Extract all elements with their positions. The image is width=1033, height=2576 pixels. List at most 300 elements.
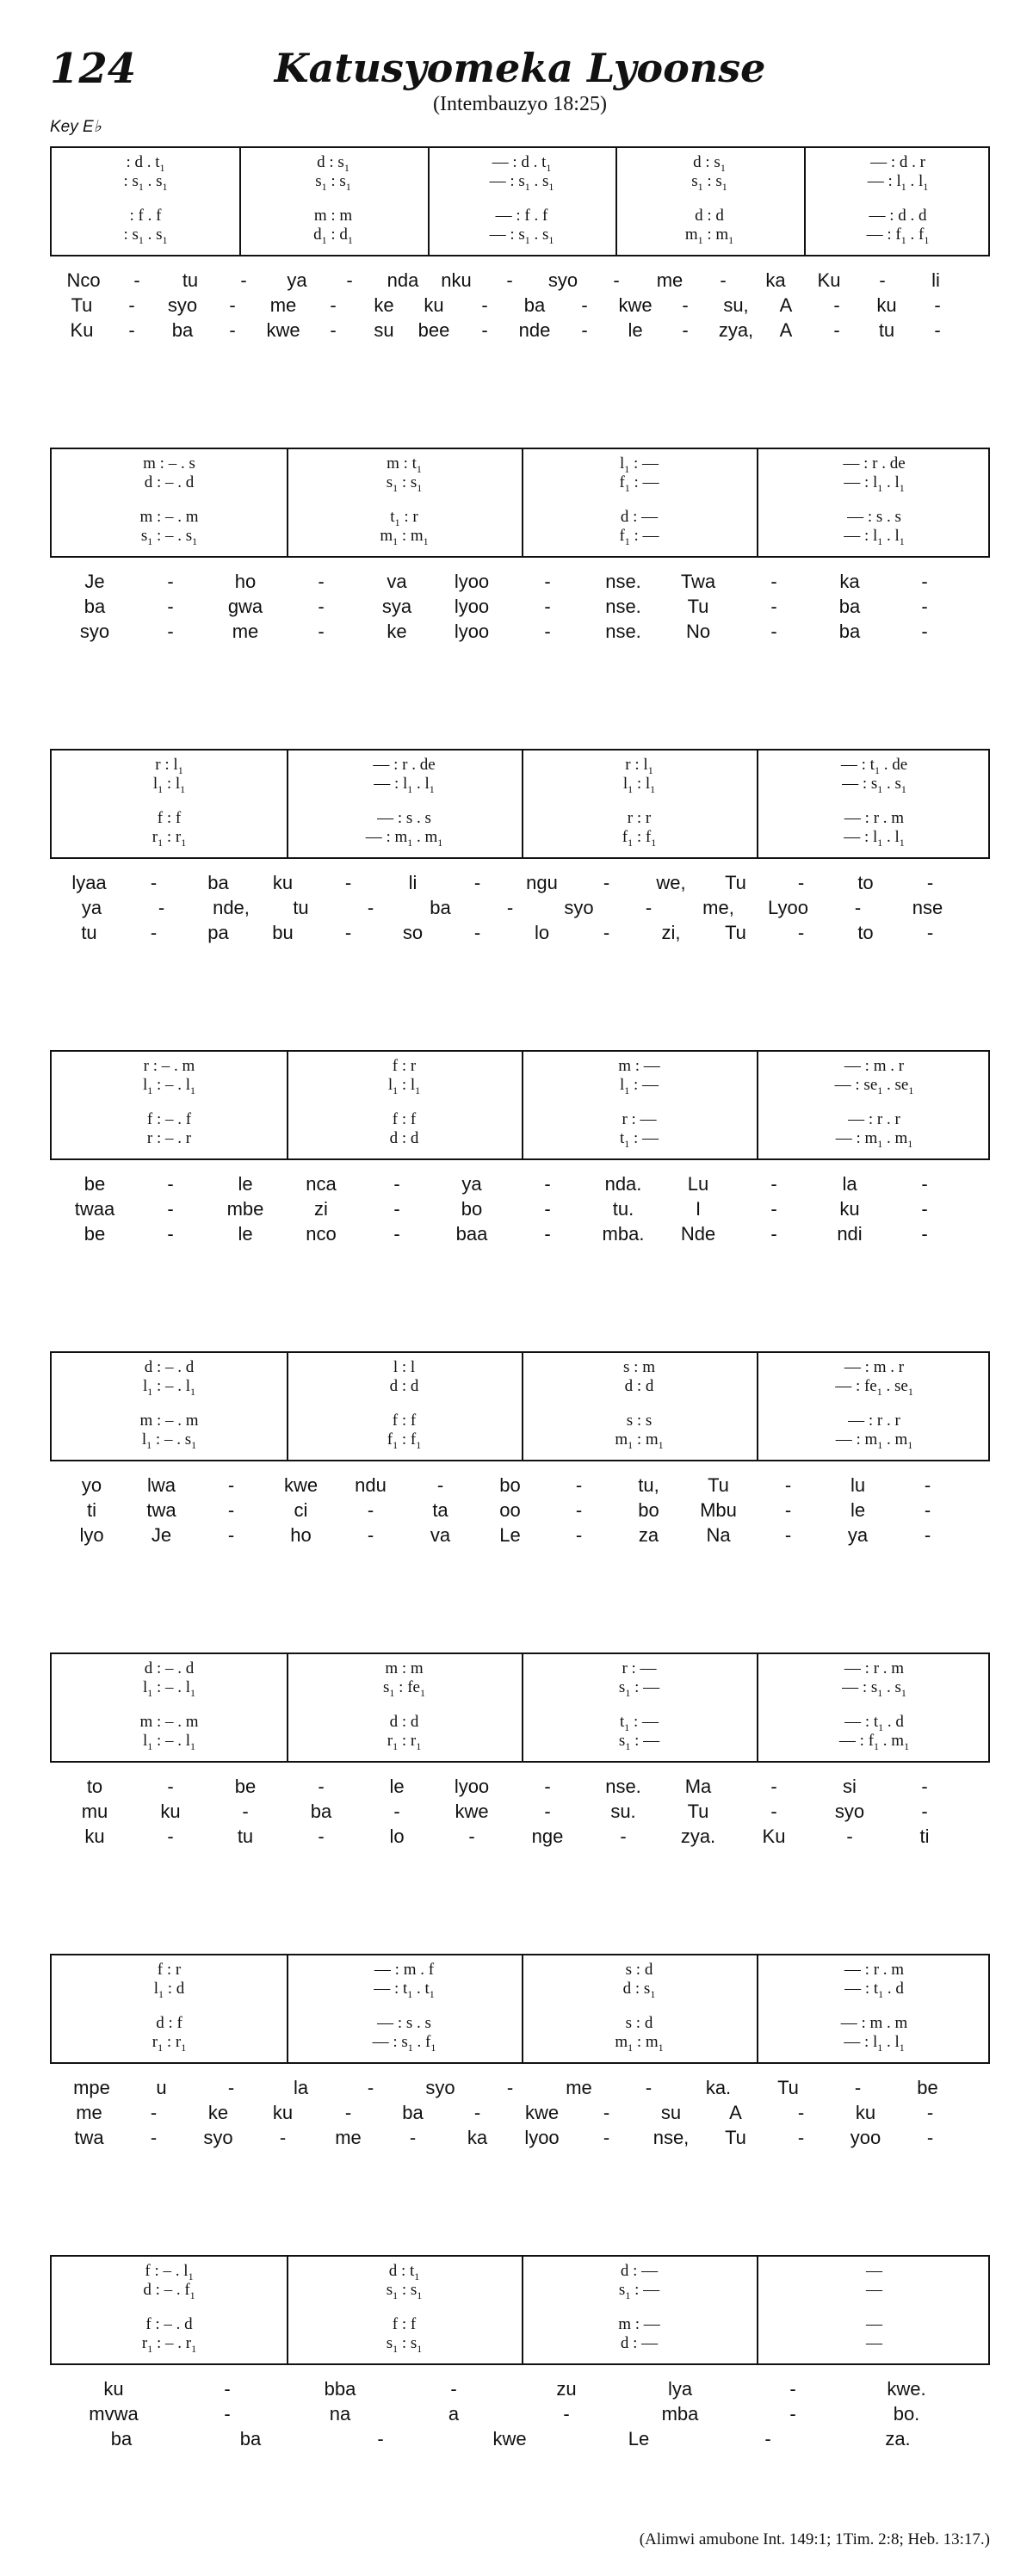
lyric-syllable: ka.: [705, 2077, 732, 2098]
syllable-hyphen: -: [934, 319, 941, 341]
solfa-notes: — : $s_1$ . $s_1$: [489, 225, 554, 246]
solfa-notes: — : d . $t_1$: [492, 153, 552, 174]
solfa-notes: f : – . $l_1$: [145, 2262, 194, 2283]
solfa-notes: $d_1$ : $d_1$: [313, 225, 353, 246]
lyric-syllable: bu: [272, 922, 294, 943]
solfa-notes: $l_1$ : d: [153, 1980, 185, 2000]
syllable-hyphen: -: [481, 294, 488, 316]
solfa-notes: — : r . r: [848, 1110, 900, 1128]
lyric-syllable: nse.: [605, 1776, 641, 1797]
solfa-notes: — : $l_1$ . $l_1$: [844, 473, 905, 494]
lyric-syllable: nda.: [604, 1173, 642, 1195]
syllable-hyphen: -: [133, 269, 140, 291]
solfa-notes: — : $l_1$ . $l_1$: [844, 2033, 905, 2054]
lyric-syllable: ku: [424, 294, 444, 316]
solfa-notes: m : m: [313, 207, 353, 225]
solfa-notes: m : – . s: [143, 454, 195, 473]
lyrics-block: [50, 1172, 990, 1258]
syllable-hyphen: -: [167, 1223, 174, 1245]
bar-line: [522, 2257, 523, 2363]
solfa-notes: — : r . de: [373, 756, 436, 774]
lyric-syllable: le: [850, 1499, 866, 1521]
syllable-hyphen: -: [921, 596, 928, 617]
solfa-notes: — : $m_1$ . $m_1$: [835, 1430, 913, 1451]
solfa-notes: — : $s_1$ . $s_1$: [842, 775, 906, 795]
bar-line: [757, 1353, 758, 1460]
lyric-syllable: nda: [387, 269, 419, 291]
syllable-hyphen: -: [346, 269, 353, 291]
lyric-syllable: we,: [656, 872, 686, 893]
lyric-syllable: Tu: [687, 1801, 709, 1822]
solfa-notes: l : l: [393, 1358, 416, 1376]
lyric-syllable: mbe: [226, 1198, 264, 1220]
solfa-notes: $f_1$ : $f_1$: [387, 1430, 422, 1451]
syllable-hyphen: -: [544, 1776, 551, 1797]
syllable-hyphen: -: [544, 1801, 551, 1822]
notation-staff: [50, 749, 990, 859]
lyric-syllable: me,: [702, 897, 734, 918]
solfa-notes: $r_1$ : $r_1$: [387, 1732, 422, 1752]
syllable-hyphen: -: [921, 1801, 928, 1822]
bar-line: [522, 1052, 523, 1158]
lyric-syllable: syo: [425, 2077, 455, 2098]
solfa-notes: s : s: [626, 1412, 653, 1430]
solfa-notes: — : m . r: [844, 1057, 905, 1075]
syllable-hyphen: -: [150, 872, 158, 893]
notation-staff: [50, 146, 990, 256]
lyric-syllable: pa: [207, 922, 229, 943]
syllable-hyphen: -: [279, 2127, 287, 2148]
solfa-notes: — : $l_1$ . $l_1$: [867, 172, 929, 193]
lyric-syllable: Mbu: [700, 1499, 737, 1521]
lyric-syllable: mba.: [602, 1223, 645, 1245]
lyric-syllable: be: [917, 2077, 938, 2098]
lyric-syllable: ba: [239, 2428, 262, 2449]
syllable-hyphen: -: [167, 1198, 174, 1220]
solfa-notes: $r_1$ : $r_1$: [152, 828, 187, 849]
syllable-hyphen: -: [645, 897, 653, 918]
solfa-notes: — : $s_1$ . $s_1$: [842, 1678, 906, 1699]
bar-line: [522, 1654, 523, 1761]
lyric-syllable: va: [430, 1524, 451, 1546]
solfa-notes: d : —: [620, 508, 659, 526]
syllable-hyphen: -: [544, 571, 551, 592]
lyric-syllable: lyoo: [454, 596, 490, 617]
lyric-syllable: u: [156, 2077, 167, 2098]
lyric-syllable: ke: [207, 2102, 229, 2123]
solfa-notes: $m_1$ : $m_1$: [615, 2033, 664, 2054]
lyric-syllable: kwe.: [887, 2378, 926, 2400]
lyric-syllable: syo: [167, 294, 198, 316]
lyric-syllable: ba: [310, 1801, 332, 1822]
syllable-hyphen: -: [367, 1524, 374, 1546]
solfa-notes: f : – . d: [145, 2315, 193, 2333]
solfa-notes: $t_1$ : —: [619, 1129, 659, 1150]
lyrics-block: [50, 570, 990, 656]
syllable-hyphen: -: [603, 2102, 610, 2123]
solfa-notes: m : $t_1$: [387, 454, 422, 475]
solfa-notes: — : m . m: [840, 2014, 908, 2032]
solfa-notes: $m_1$ : $m_1$: [684, 225, 734, 246]
notation-staff: [50, 2255, 990, 2365]
solfa-notes: $s_1$ : —: [618, 2281, 660, 2301]
syllable-hyphen: -: [224, 2378, 231, 2400]
solfa-notes: — : $t_1$ . d: [844, 1713, 904, 1733]
syllable-hyphen: -: [393, 1223, 400, 1245]
lyric-syllable: syo: [834, 1801, 865, 1822]
solfa-notes: $s_1$ : —: [618, 1678, 660, 1699]
lyric-syllable: nse,: [653, 2127, 690, 2148]
syllable-hyphen: -: [833, 294, 840, 316]
lyric-syllable: Tu: [725, 2127, 746, 2148]
bar-line: [287, 449, 288, 556]
syllable-hyphen: -: [924, 1524, 931, 1546]
hymn-title: Katusyomeka Lyoonse: [274, 45, 766, 91]
lyric-syllable: ku: [103, 2378, 124, 2400]
lyric-syllable: ya: [461, 1173, 482, 1195]
lyric-syllable: ba: [523, 294, 546, 316]
syllable-hyphen: -: [926, 872, 934, 893]
lyric-syllable: Tu: [725, 872, 746, 893]
solfa-notes: : f . f: [129, 207, 162, 225]
syllable-hyphen: -: [227, 1499, 235, 1521]
syllable-hyphen: -: [581, 319, 588, 341]
lyric-syllable: zya.: [680, 1825, 716, 1847]
solfa-notes: d : —: [620, 2262, 659, 2280]
solfa-notes: — : $f_1$ . $m_1$: [838, 1732, 910, 1752]
lyric-syllable: yo: [81, 1474, 102, 1496]
syllable-hyphen: -: [330, 294, 337, 316]
solfa-notes: — : s . s: [377, 2014, 431, 2032]
solfa-notes: — : $f_1$ . $f_1$: [866, 225, 930, 246]
solfa-notes: d : $t_1$: [388, 2262, 420, 2283]
lyric-syllable: bo: [461, 1198, 483, 1220]
solfa-notes: $t_1$ : r: [390, 508, 418, 528]
lyric-syllable: mu: [81, 1801, 108, 1822]
solfa-notes: $l_1$ : —: [619, 454, 659, 475]
lyric-syllable: tu,: [638, 1474, 659, 1496]
bar-line: [287, 2257, 288, 2363]
syllable-hyphen: -: [575, 1524, 583, 1546]
syllable-hyphen: -: [854, 2077, 862, 2098]
lyric-syllable: su: [374, 319, 394, 341]
syllable-hyphen: -: [128, 319, 135, 341]
syllable-hyphen: -: [344, 2102, 352, 2123]
syllable-hyphen: -: [613, 269, 620, 291]
syllable-hyphen: -: [926, 2102, 934, 2123]
solfa-notes: d : – . d: [144, 1659, 195, 1677]
lyric-syllable: ho: [234, 571, 257, 592]
solfa-notes: $l_1$ : – . $l_1$: [142, 1732, 196, 1752]
solfa-notes: $r_1$ : $r_1$: [152, 2033, 187, 2054]
lyric-syllable: ba: [110, 2428, 133, 2449]
lyric-syllable: Na: [706, 1524, 731, 1546]
lyric-syllable: me: [232, 621, 259, 642]
syllable-hyphen: -: [770, 621, 777, 642]
solfa-notes: d : – . d: [144, 473, 195, 491]
lyric-syllable: Nde: [680, 1223, 716, 1245]
lyric-syllable: me: [656, 269, 684, 291]
solfa-notes: — : d . d: [869, 207, 927, 225]
syllable-hyphen: -: [318, 621, 325, 642]
lyric-syllable: A: [779, 319, 793, 341]
lyric-syllable: lo: [534, 922, 550, 943]
lyric-syllable: Tu: [687, 596, 709, 617]
lyric-syllable: lyoo: [524, 2127, 560, 2148]
lyric-syllable: Je: [151, 1524, 172, 1546]
solfa-notes: s : d: [625, 1961, 653, 1979]
solfa-notes: $l_1$ : – . $l_1$: [142, 1377, 196, 1398]
lyric-syllable: ka: [839, 571, 860, 592]
notation-staff: [50, 1652, 990, 1763]
lyric-syllable: Tu: [777, 2077, 799, 2098]
lyric-syllable: lyoo: [454, 1776, 490, 1797]
syllable-hyphen: -: [645, 2077, 653, 2098]
syllable-hyphen: -: [926, 2127, 934, 2148]
solfa-notes: — : $t_1$ . $t_1$: [374, 1980, 435, 2000]
lyric-syllable: ho: [290, 1524, 312, 1546]
syllable-hyphen: -: [227, 1474, 235, 1496]
lyric-syllable: la: [293, 2077, 309, 2098]
bar-line: [287, 1955, 288, 2062]
lyric-syllable: oo: [499, 1499, 521, 1521]
music-system: [50, 146, 990, 355]
solfa-notes: d : d: [695, 207, 724, 225]
syllable-hyphen: -: [544, 596, 551, 617]
syllable-hyphen: -: [318, 1776, 325, 1797]
solfa-notes: — : $s_1$ . $f_1$: [372, 2033, 436, 2054]
key-signature: Key E♭: [50, 118, 102, 136]
solfa-notes: $l_1$ : $l_1$: [622, 775, 656, 795]
lyric-syllable: ku: [272, 2102, 294, 2123]
lyric-syllable: le: [238, 1223, 253, 1245]
syllable-hyphen: -: [770, 1776, 777, 1797]
lyric-syllable: li: [408, 872, 418, 893]
solfa-notes: m : —: [618, 2315, 660, 2333]
music-system: [50, 2255, 990, 2463]
solfa-notes: $s_1$ : —: [618, 1732, 660, 1752]
bar-line: [522, 449, 523, 556]
solfa-notes: — : r . m: [844, 1659, 905, 1677]
lyric-syllable: va: [387, 571, 407, 592]
syllable-hyphen: -: [227, 2077, 235, 2098]
lyric-syllable: ci: [294, 1499, 308, 1521]
solfa-notes: d : $s_1$: [693, 153, 726, 174]
syllable-hyphen: -: [506, 897, 514, 918]
lyric-syllable: Twa: [680, 571, 716, 592]
lyric-syllable: me: [76, 2102, 102, 2123]
lyric-syllable: lo: [389, 1825, 405, 1847]
solfa-notes: — : $fe_1$ . $se_1$: [835, 1377, 913, 1398]
syllable-hyphen: -: [926, 922, 934, 943]
syllable-hyphen: -: [770, 1198, 777, 1220]
solfa-notes: $s_1$ : $fe_1$: [383, 1678, 425, 1699]
solfa-notes: — : f . f: [495, 207, 548, 225]
lyric-syllable: lyoo: [454, 621, 490, 642]
syllable-hyphen: -: [720, 269, 727, 291]
syllable-hyphen: -: [318, 596, 325, 617]
syllable-hyphen: -: [409, 2127, 417, 2148]
solfa-notes: f : f: [392, 1412, 417, 1430]
lyric-syllable: nse: [912, 897, 943, 918]
syllable-hyphen: -: [229, 294, 236, 316]
lyric-syllable: be: [84, 1173, 106, 1195]
syllable-hyphen: -: [603, 872, 610, 893]
syllable-hyphen: -: [473, 922, 481, 943]
lyric-syllable: su,: [723, 294, 749, 316]
solfa-notes: f : r: [157, 1961, 182, 1979]
syllable-hyphen: -: [854, 897, 862, 918]
syllable-hyphen: -: [167, 571, 174, 592]
lyric-syllable: twa: [74, 2127, 104, 2148]
lyric-syllable: ku: [876, 294, 897, 316]
syllable-hyphen: -: [318, 1825, 325, 1847]
syllable-hyphen: -: [150, 2127, 158, 2148]
syllable-hyphen: -: [506, 269, 513, 291]
bar-line: [615, 148, 617, 255]
syllable-hyphen: -: [682, 294, 689, 316]
bar-line: [757, 1052, 758, 1158]
solfa-notes: — : s . s: [377, 809, 431, 827]
solfa-notes: — : m . f: [374, 1961, 435, 1979]
solfa-notes: d : d: [389, 1129, 419, 1147]
solfa-notes: $s_1$ : $s_1$: [315, 172, 351, 193]
solfa-notes: d : – . $f_1$: [143, 2281, 195, 2301]
music-system: [50, 749, 990, 957]
lyric-syllable: ke: [387, 621, 407, 642]
bar-line: [757, 2257, 758, 2363]
bar-line: [804, 148, 806, 255]
hymn-header: [50, 45, 990, 139]
lyric-syllable: ba: [84, 596, 106, 617]
bar-line: [287, 1353, 288, 1460]
syllable-hyphen: -: [367, 2077, 374, 2098]
syllable-hyphen: -: [934, 294, 941, 316]
solfa-notes: r : $l_1$: [155, 756, 183, 776]
lyric-syllable: zi,: [661, 922, 681, 943]
lyric-syllable: Ku: [817, 269, 841, 291]
lyric-syllable: to: [857, 872, 874, 893]
syllable-hyphen: -: [344, 922, 352, 943]
syllable-hyphen: -: [581, 294, 588, 316]
syllable-hyphen: -: [921, 1198, 928, 1220]
lyrics-block: [50, 269, 990, 355]
lyric-syllable: ba: [207, 872, 229, 893]
lyric-syllable: Nco: [66, 269, 101, 291]
lyric-syllable: ke: [374, 294, 394, 316]
syllable-hyphen: -: [846, 1825, 853, 1847]
syllable-hyphen: -: [575, 1474, 583, 1496]
solfa-notes: f : f: [157, 809, 182, 827]
bar-line: [757, 1955, 758, 2062]
syllable-hyphen: -: [764, 2428, 771, 2449]
bar-line: [757, 751, 758, 857]
solfa-notes: $l_1$ : – . $s_1$: [141, 1430, 197, 1451]
syllable-hyphen: -: [330, 319, 337, 341]
scripture-reference: (Intembauzyo 18:25): [433, 93, 607, 115]
solfa-notes: — : m . r: [844, 1358, 905, 1376]
solfa-notes: r : r: [627, 809, 652, 827]
lyric-syllable: lwa: [146, 1474, 176, 1496]
lyric-syllable: nse.: [605, 621, 641, 642]
lyric-syllable: lyo: [79, 1524, 104, 1546]
lyric-syllable: Tu: [725, 922, 746, 943]
solfa-notes: —: [866, 2262, 882, 2280]
lyric-syllable: nde,: [213, 897, 250, 918]
lyric-syllable: syo: [564, 897, 594, 918]
lyric-syllable: tu: [182, 269, 199, 291]
solfa-notes: m : m: [385, 1659, 424, 1677]
lyric-syllable: bo: [638, 1499, 659, 1521]
lyric-syllable: ku: [839, 1198, 860, 1220]
lyric-syllable: mvwa: [89, 2403, 139, 2425]
lyrics-block: [50, 1775, 990, 1861]
solfa-notes: — : s . s: [847, 508, 901, 526]
lyric-syllable: be: [234, 1776, 257, 1797]
lyric-syllable: A: [779, 294, 793, 316]
lyric-syllable: le: [238, 1173, 253, 1195]
syllable-hyphen: -: [770, 571, 777, 592]
lyrics-block: [50, 2076, 990, 2162]
syllable-hyphen: -: [224, 2403, 231, 2425]
syllable-hyphen: -: [544, 621, 551, 642]
syllable-hyphen: -: [167, 596, 174, 617]
lyric-syllable: ti: [919, 1825, 930, 1847]
lyric-syllable: zi: [314, 1198, 328, 1220]
syllable-hyphen: -: [879, 269, 886, 291]
solfa-notes: r : – . m: [143, 1057, 195, 1075]
syllable-hyphen: -: [563, 2403, 570, 2425]
solfa-notes: d : $s_1$: [622, 1980, 656, 2000]
solfa-notes: $f_1$ : —: [619, 473, 659, 494]
solfa-notes: $s_1$ : $s_1$: [691, 172, 727, 193]
lyric-syllable: ya: [847, 1524, 869, 1546]
syllable-hyphen: -: [150, 922, 158, 943]
lyric-syllable: ku: [272, 872, 294, 893]
lyric-syllable: No: [685, 621, 711, 642]
syllable-hyphen: -: [450, 2378, 457, 2400]
syllable-hyphen: -: [150, 2102, 158, 2123]
solfa-notes: —: [866, 2281, 882, 2299]
bar-line: [287, 1654, 288, 1761]
lyric-syllable: nco: [306, 1223, 337, 1245]
music-system: [50, 448, 990, 656]
syllable-hyphen: -: [242, 1801, 249, 1822]
solfa-notes: d : —: [620, 2334, 659, 2352]
solfa-notes: : $s_1$ . $s_1$: [123, 172, 168, 193]
lyric-syllable: za: [638, 1524, 659, 1546]
lyric-syllable: nse.: [605, 571, 641, 592]
lyric-syllable: gwa: [227, 596, 263, 617]
solfa-notes: r : —: [622, 1659, 657, 1677]
lyric-syllable: ka: [765, 269, 786, 291]
lyric-syllable: syo: [547, 269, 578, 291]
syllable-hyphen: -: [128, 294, 135, 316]
syllable-hyphen: -: [468, 1825, 475, 1847]
solfa-notes: — : r . m: [844, 1961, 905, 1979]
lyric-syllable: bo: [499, 1474, 521, 1496]
solfa-notes: $s_1$ : – . $s_1$: [140, 527, 198, 547]
solfa-notes: r : – . r: [146, 1129, 192, 1147]
syllable-hyphen: -: [797, 872, 805, 893]
lyric-syllable: to: [857, 922, 874, 943]
syllable-hyphen: -: [784, 1474, 792, 1496]
lyric-syllable: nca: [306, 1173, 337, 1195]
lyric-syllable: si: [843, 1776, 857, 1797]
solfa-notes: —: [866, 2334, 882, 2352]
solfa-notes: $m_1$ : $m_1$: [615, 1430, 664, 1451]
lyric-syllable: Ku: [762, 1825, 786, 1847]
